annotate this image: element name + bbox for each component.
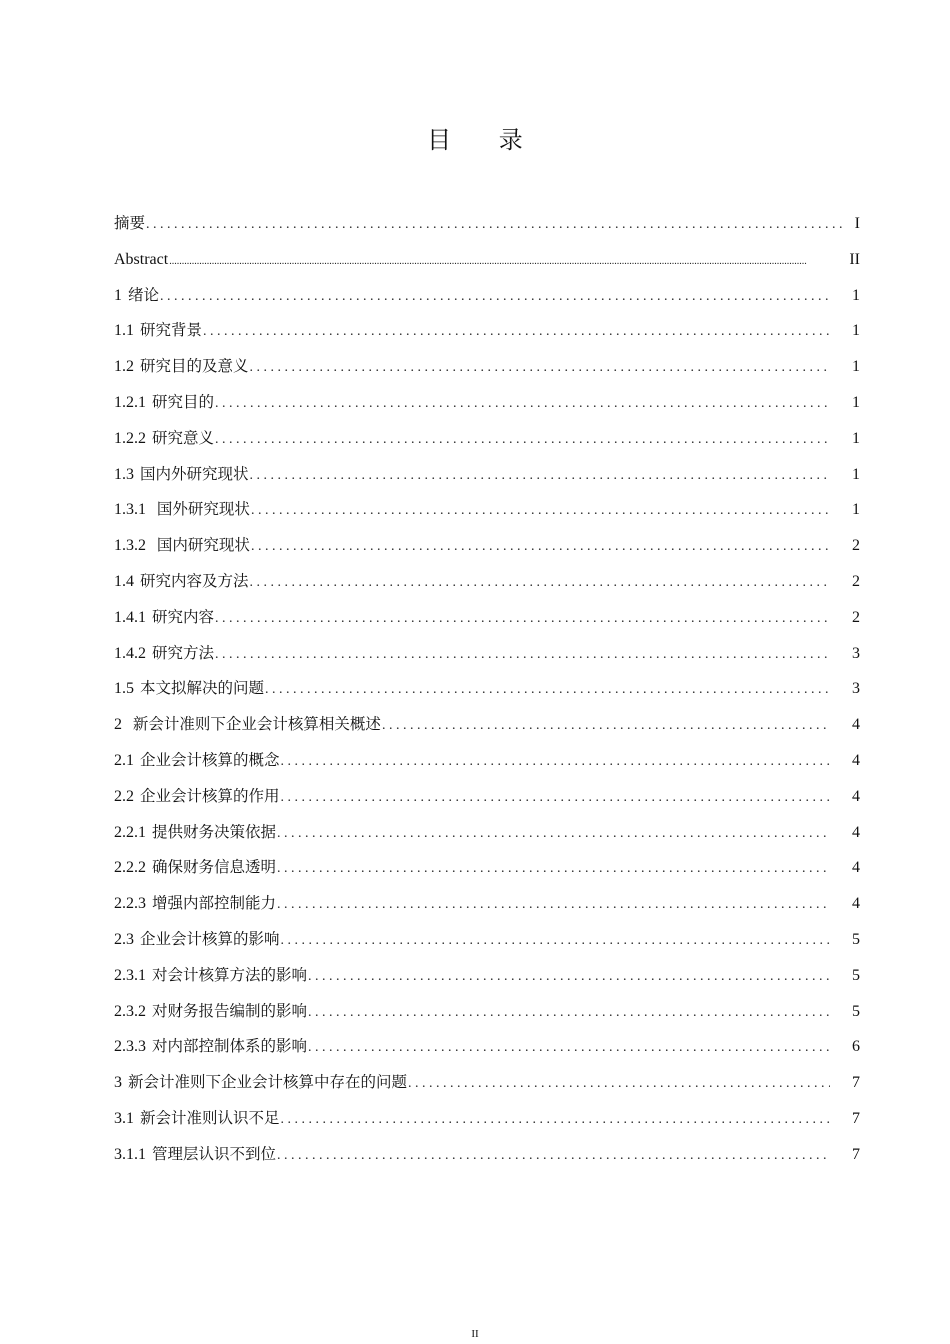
toc-dot-leader: [277, 1138, 830, 1174]
toc-dot-leader: [250, 458, 830, 494]
toc-entry[interactable]: [114, 1137, 860, 1173]
toc-dot-leader: [281, 744, 830, 780]
toc-section-title: 对会计核算方法的影响: [152, 965, 308, 984]
toc-entry-label: [114, 278, 159, 314]
page-title: 目 录: [427, 126, 543, 154]
toc-entry[interactable]: [114, 671, 860, 707]
toc-page-number: 4: [852, 751, 860, 769]
toc-page-number: 5: [852, 1002, 860, 1020]
toc-entry[interactable]: [114, 815, 860, 851]
toc-entry-label: [114, 313, 202, 349]
toc-entry[interactable]: [114, 528, 860, 564]
toc-section-title: 对财务报告编制的影响: [152, 1001, 308, 1020]
toc-entry-label: [114, 994, 307, 1030]
toc-page-number: 3: [852, 644, 860, 662]
toc-section-title: 对内部控制体系的影响: [152, 1037, 308, 1056]
toc-dot-leader: [308, 1030, 830, 1066]
toc-entry[interactable]: [114, 313, 860, 349]
toc-dot-leader: [203, 314, 830, 350]
toc-entry-label: [114, 242, 168, 278]
toc-entry[interactable]: [114, 958, 860, 994]
toc-section-title: 摘要: [114, 214, 146, 232]
toc-section-number: 1.2.2: [114, 429, 146, 447]
toc-section-number: 2.3.2: [114, 1002, 146, 1020]
toc-section-number: 1.2.1: [114, 393, 146, 411]
toc-page-number: 4: [852, 823, 860, 841]
toc-section-title: 研究目的及意义: [140, 357, 249, 376]
toc-entry[interactable]: [114, 492, 860, 528]
toc-entry-label: [114, 1029, 307, 1065]
toc-page-number: 3: [852, 680, 860, 698]
toc-page-number: 4: [852, 859, 860, 877]
toc-entry-label: [114, 922, 280, 958]
toc-page-number: 2: [852, 572, 860, 590]
toc-entry[interactable]: [114, 922, 860, 958]
toc-page-number: 7: [852, 1145, 860, 1163]
toc-page-number: 1: [852, 465, 860, 483]
toc-section-number: 1.3: [114, 465, 134, 483]
toc-dot-leader: [250, 565, 830, 601]
toc-entry[interactable]: [114, 564, 860, 600]
toc-page-number: 1: [852, 501, 860, 519]
toc-section-number: 1.2: [114, 358, 134, 376]
toc-entry-label: [114, 779, 280, 815]
toc-page-number: 7: [852, 1109, 860, 1127]
toc-section-title: 绪论: [128, 285, 160, 304]
toc-dot-leader: [281, 923, 830, 959]
toc-page-number: 4: [852, 716, 860, 734]
toc-page-number: 4: [852, 787, 860, 805]
toc-section-title: 研究意义: [152, 428, 215, 447]
toc-section-title: 国内研究现状: [152, 536, 250, 555]
toc-entry[interactable]: [114, 385, 860, 421]
toc-page-number: 1: [852, 429, 860, 447]
toc-entry[interactable]: [114, 1065, 860, 1101]
toc-section-title: 研究内容及方法: [140, 571, 249, 590]
toc-section-number: 1.4.1: [114, 608, 146, 626]
toc-dot-leader: [408, 1066, 830, 1102]
toc-entry[interactable]: [114, 1029, 860, 1065]
toc-dot-leader: [382, 708, 830, 744]
toc-dot-leader: [308, 995, 830, 1031]
toc-dot-leader: [215, 601, 830, 637]
toc-page-number: 2: [852, 608, 860, 626]
toc-entry[interactable]: [114, 1101, 860, 1137]
toc-section-title: 企业会计核算的影响: [140, 929, 280, 948]
toc-section-number: 2.3.1: [114, 966, 146, 984]
toc-section-number: 1.5: [114, 680, 134, 698]
toc-entry[interactable]: [114, 457, 860, 493]
toc-page-number: 6: [852, 1038, 860, 1056]
toc-dot-leader: [215, 637, 830, 673]
toc-section-title: 提供财务决策依据: [152, 822, 277, 841]
toc-entry[interactable]: [114, 421, 860, 457]
toc-section-title: Abstract: [114, 250, 169, 268]
toc-dot-leader: [277, 851, 830, 887]
toc-section-number: 2.2.1: [114, 823, 146, 841]
toc-page-number: II: [849, 250, 860, 268]
toc-section-number: 1.1: [114, 322, 134, 340]
toc-entry[interactable]: [114, 886, 860, 922]
toc-section-number: 2.2.2: [114, 859, 146, 877]
toc-entry[interactable]: [114, 600, 860, 636]
toc-entry-label: [114, 671, 264, 707]
toc-entry-label: [114, 421, 214, 457]
toc-section-title: 新会计准则下企业会计核算中存在的问题: [128, 1073, 408, 1092]
table-of-contents: [114, 206, 860, 1173]
toc-dot-leader: [251, 529, 830, 565]
toc-entry[interactable]: [114, 743, 860, 779]
toc-section-title: 企业会计核算的概念: [140, 750, 280, 769]
toc-section-title: 国内外研究现状: [140, 464, 249, 483]
toc-entry-label: [114, 886, 276, 922]
toc-section-number: 1.4.2: [114, 644, 146, 662]
toc-entry-label: [114, 385, 214, 421]
toc-section-number: 2.3: [114, 930, 134, 948]
toc-entry-label: [114, 1137, 276, 1173]
toc-section-title: 本文拟解决的问题: [140, 679, 265, 698]
page-number-footer: II: [471, 1328, 479, 1340]
toc-section-title: 国外研究现状: [152, 500, 250, 519]
toc-dot-leader: [265, 672, 830, 708]
toc-page-number: 1: [852, 286, 860, 304]
toc-section-number: 3.1.1: [114, 1145, 146, 1163]
toc-section-number: 2.3.3: [114, 1038, 146, 1056]
toc-entry[interactable]: [114, 994, 860, 1030]
toc-entry[interactable]: [114, 242, 860, 278]
toc-dot-leader: [251, 493, 830, 529]
toc-entry-label: [114, 564, 249, 600]
toc-entry-label: [114, 958, 307, 994]
toc-entry-label: [114, 206, 145, 242]
toc-section-number: 3.1: [114, 1109, 134, 1127]
toc-entry[interactable]: [114, 707, 860, 743]
toc-section-title: 研究方法: [152, 643, 215, 662]
toc-section-title: 企业会计核算的作用: [140, 786, 280, 805]
toc-section-number: 1: [114, 286, 122, 304]
toc-section-title: 研究目的: [152, 392, 215, 411]
toc-section-title: 增强内部控制能力: [152, 894, 277, 913]
toc-section-title: 管理层认识不到位: [152, 1144, 277, 1163]
toc-dot-leader: [277, 887, 830, 923]
toc-section-number: 2.2.3: [114, 895, 146, 913]
toc-entry[interactable]: [114, 206, 860, 242]
toc-page-number: 5: [852, 966, 860, 984]
toc-dot-leader: [281, 1102, 830, 1138]
toc-section-title: 确保财务信息透明: [152, 858, 277, 877]
toc-entry-label: [114, 743, 280, 779]
toc-entry-label: [114, 349, 249, 385]
toc-section-number: 1.3.2: [114, 537, 146, 555]
toc-dot-leader: [281, 780, 830, 816]
toc-section-number: 2: [114, 716, 122, 734]
toc-entry-label: [114, 528, 250, 564]
toc-section-title: 新会计准则下企业会计核算相关概述: [128, 715, 381, 734]
toc-dot-leader: [215, 386, 830, 422]
toc-dot-leader: [160, 279, 830, 315]
toc-section-number: 3: [114, 1074, 122, 1092]
toc-entry-label: [114, 707, 381, 743]
toc-section-number: 1.3.1: [114, 501, 146, 519]
toc-page-number: 4: [852, 895, 860, 913]
toc-entry[interactable]: [114, 636, 860, 672]
toc-page-number: 1: [852, 393, 860, 411]
toc-entry-label: [114, 636, 214, 672]
toc-entry-label: [114, 457, 249, 493]
toc-page-number: 7: [852, 1074, 860, 1092]
toc-section-number: 1.4: [114, 572, 134, 590]
toc-page-number: 1: [852, 358, 860, 376]
toc-dot-leader: [308, 959, 830, 995]
toc-entry[interactable]: [114, 349, 860, 385]
toc-entry[interactable]: [114, 850, 860, 886]
toc-entry-label: [114, 815, 276, 851]
toc-entry-label: [114, 492, 250, 528]
toc-section-number: 2.2: [114, 787, 134, 805]
toc-section-title: 研究背景: [140, 321, 203, 340]
toc-page-number: 1: [852, 322, 860, 340]
toc-entry-label: [114, 1101, 280, 1137]
toc-section-title: 研究内容: [152, 607, 215, 626]
toc-dot-leader: [146, 207, 844, 243]
toc-page-number: 5: [852, 930, 860, 948]
toc-section-title: 新会计准则认识不足: [140, 1108, 280, 1127]
toc-dot-leader: [277, 816, 830, 852]
toc-entry-label: [114, 600, 214, 636]
toc-dot-leader: [215, 422, 830, 458]
toc-dot-leader: [250, 350, 830, 386]
toc-dot-leader: [169, 243, 844, 280]
toc-page-number: 2: [852, 537, 860, 555]
toc-entry-label: [114, 1065, 407, 1101]
toc-page-number: I: [854, 215, 860, 232]
toc-entry[interactable]: [114, 779, 860, 815]
toc-entry-label: [114, 850, 276, 886]
toc-section-number: 2.1: [114, 751, 134, 769]
toc-entry[interactable]: [114, 278, 860, 314]
